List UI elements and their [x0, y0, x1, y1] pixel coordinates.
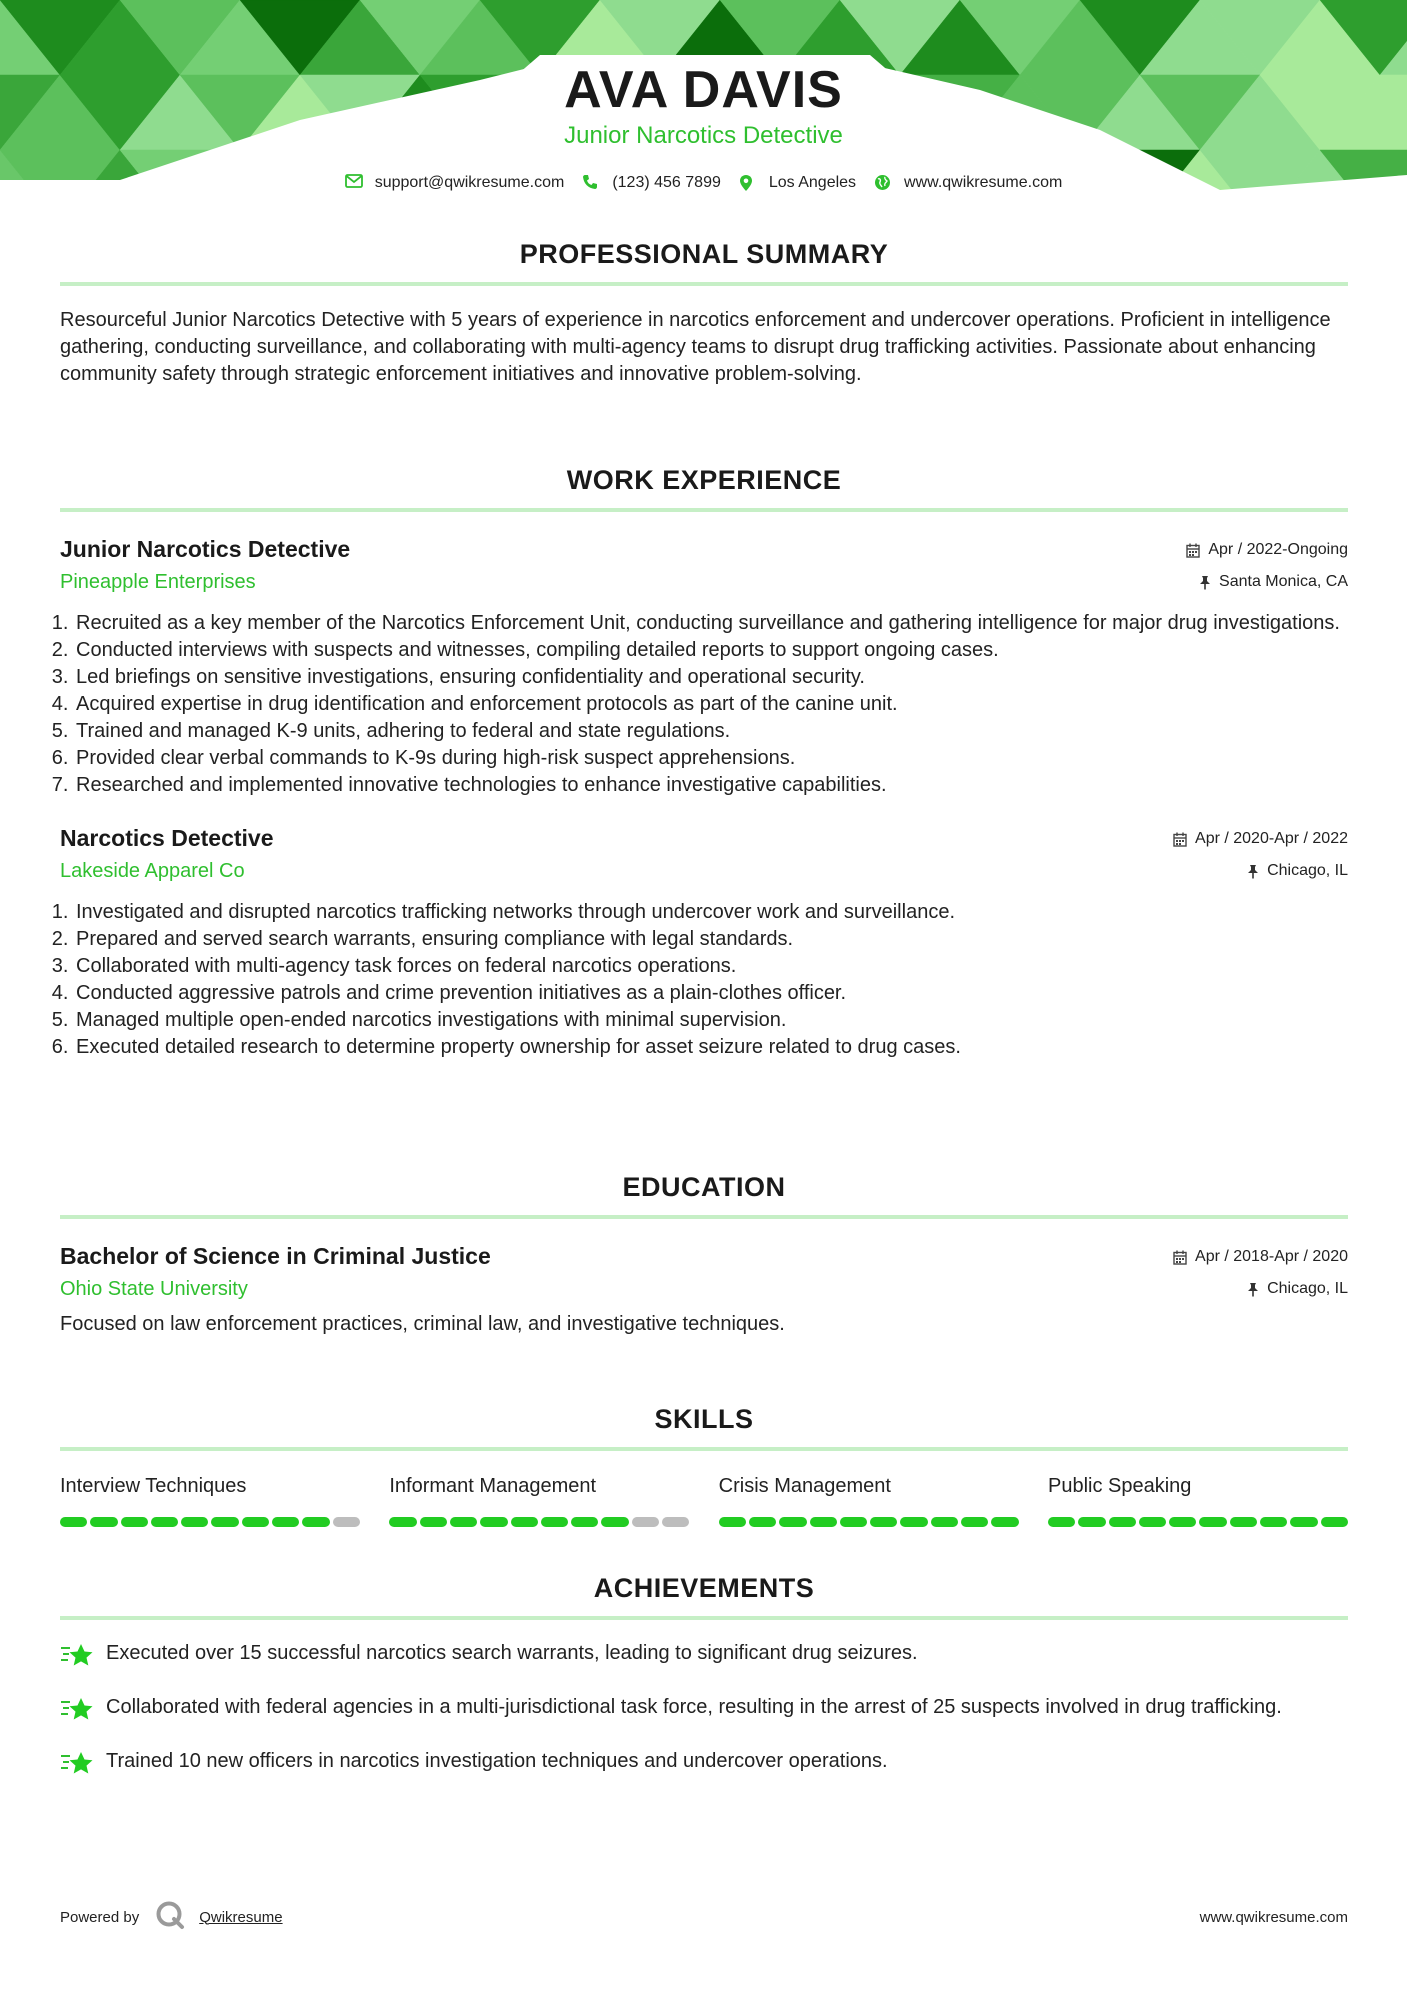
list-item: 5. Trained and managed K-9 units, adhering to federal and state regulations.: [74, 718, 1348, 745]
section-divider: [60, 282, 1348, 286]
skill-segment: [1048, 1517, 1075, 1527]
footer-website[interactable]: www.qwikresume.com: [1199, 1908, 1348, 1926]
qwikresume-logo-icon: [155, 1900, 185, 1934]
skill-segment: [1169, 1517, 1196, 1527]
skill-segment: [121, 1517, 148, 1527]
skill-segment: [272, 1517, 299, 1527]
education-entry: [60, 1241, 1348, 1338]
experience-heading: WORK EXPERIENCE: [566, 465, 842, 495]
education-dates: Apr / 2018-Apr / 2020: [1195, 1248, 1348, 1265]
skill-segment: [840, 1517, 867, 1527]
school-name: Ohio State University: [60, 1278, 248, 1300]
skills-list: [60, 1475, 1348, 1527]
phone-text: (123) 456 7899: [612, 174, 721, 191]
skill-segment: [662, 1517, 689, 1527]
calendar-icon: [1173, 832, 1187, 847]
skills-heading: SKILLS: [654, 1404, 754, 1434]
list-item: 6. Provided clear verbal commands to K-9s during high-risk suspect apprehensions.: [74, 745, 1348, 772]
star-achievement-icon: [60, 1696, 106, 1732]
skill-segment: [1078, 1517, 1105, 1527]
skill-segment: [571, 1517, 598, 1527]
job-bullets: [54, 899, 1348, 1061]
skill-segment: [211, 1517, 238, 1527]
education-heading: EDUCATION: [622, 1172, 786, 1202]
job-location: Chicago, IL: [1267, 862, 1348, 879]
skill-segment: [1199, 1517, 1226, 1527]
skills-section: [60, 1401, 1348, 1527]
website-text: www.qwikresume.com: [904, 174, 1063, 191]
list-item: [60, 1748, 1348, 1786]
skill-segment: [90, 1517, 117, 1527]
skill-segment: [541, 1517, 568, 1527]
skill-level-bar: [719, 1517, 1019, 1527]
skill-segment: [1260, 1517, 1287, 1527]
contact-website[interactable]: [874, 174, 1062, 192]
calendar-icon: [1186, 543, 1200, 558]
skill-segment: [302, 1517, 329, 1527]
skill-segment: [151, 1517, 178, 1527]
skill-segment: [601, 1517, 628, 1527]
list-item: 3. Collaborated with multi-agency task forces on federal narcotics operations.: [74, 953, 1348, 980]
skill-segment: [333, 1517, 360, 1527]
skill-segment: [1139, 1517, 1166, 1527]
skill-level-bar: [1048, 1517, 1348, 1527]
achievement-text: Trained 10 new officers in narcotics investigation techniques and undercover operations.: [106, 1750, 888, 1772]
skill-segment: [719, 1517, 746, 1527]
skill-segment: [779, 1517, 806, 1527]
skill-level-bar: [60, 1517, 360, 1527]
list-item: 5. Managed multiple open-ended narcotics investigations with minimal supervision.: [74, 1007, 1348, 1034]
skill-segment: [749, 1517, 776, 1527]
footer: [60, 1900, 1348, 1934]
skill-segment: [450, 1517, 477, 1527]
skill-item: [719, 1475, 1019, 1527]
skill-segment: [1230, 1517, 1257, 1527]
skill-item: [389, 1475, 689, 1527]
summary-text: Resourceful Junior Narcotics Detective with 5 years of experience in narcotics enforcement and undercover operations. Proficient in intelligence gathering, conducting surveillance, and collaborating with multi-agency teams to disrupt drug trafficking activities. Passionate about enhancing community safety through strategic enforcement initiatives and innovative problem-solving.: [60, 309, 1331, 385]
achievements-section: [60, 1570, 1348, 1786]
section-divider: [60, 508, 1348, 512]
job-role: Narcotics Detective: [60, 825, 274, 851]
skill-segment: [60, 1517, 87, 1527]
star-achievement-icon: [60, 1750, 106, 1786]
list-item: 1. Investigated and disrupted narcotics trafficking networks through undercover work and surveillance.: [74, 899, 1348, 926]
list-item: 7. Researched and implemented innovative technologies to enhance investigative capabilities.: [74, 772, 1348, 799]
skill-segment: [632, 1517, 659, 1527]
achievements-heading: ACHIEVEMENTS: [593, 1573, 815, 1603]
skill-segment: [480, 1517, 507, 1527]
skill-item: [1048, 1475, 1348, 1527]
job-entry: [60, 534, 1348, 799]
job-bullets: [54, 610, 1348, 799]
job-dates: Apr / 2022-Ongoing: [1208, 541, 1348, 558]
skill-segment: [389, 1517, 416, 1527]
job-company: Lakeside Apparel Co: [60, 860, 245, 882]
skill-segment: [961, 1517, 988, 1527]
section-divider: [60, 1616, 1348, 1620]
achievement-text: Collaborated with federal agencies in a multi-jurisdictional task force, resulting in the arrest of 25 suspects involved in drug trafficking.: [106, 1696, 1282, 1718]
contact-phone[interactable]: [582, 174, 721, 192]
education-description: Focused on law enforcement practices, criminal law, and investigative techniques.: [60, 1313, 785, 1335]
skill-name: Informant Management: [389, 1475, 597, 1497]
contact-email[interactable]: [345, 174, 565, 192]
envelope-icon: [345, 174, 365, 192]
education-section: [60, 1169, 1348, 1338]
skill-name: Crisis Management: [718, 1475, 891, 1497]
summary-heading: PROFESSIONAL SUMMARY: [519, 239, 889, 269]
degree-name: Bachelor of Science in Criminal Justice: [60, 1243, 491, 1269]
candidate-name: AVA DAVIS: [564, 61, 843, 119]
pushpin-icon: [1247, 1282, 1259, 1297]
skill-name: Public Speaking: [1047, 1475, 1192, 1497]
location-text: Los Angeles: [768, 174, 857, 191]
list-item: 2. Prepared and served search warrants, ensuring compliance with legal standards.: [74, 926, 1348, 953]
list-item: 3. Led briefings on sensitive investigations, ensuring confidentiality and operational security.: [74, 664, 1348, 691]
skill-segment: [181, 1517, 208, 1527]
skill-segment: [1109, 1517, 1136, 1527]
calendar-icon: [1173, 1250, 1187, 1265]
section-divider: [60, 1215, 1348, 1219]
list-item: 1. Recruited as a key member of the Narcotics Enforcement Unit, conducting surveillance and gathering intelligence for major drug investigations.: [74, 610, 1348, 637]
achievement-text: Executed over 15 successful narcotics search warrants, leading to significant drug seizures.: [106, 1642, 918, 1664]
phone-icon: [582, 174, 602, 192]
skill-segment: [900, 1517, 927, 1527]
list-item: [60, 1694, 1348, 1732]
experience-section: [60, 462, 1348, 1061]
list-item: 4. Conducted aggressive patrols and crime prevention initiatives as a plain-clothes officer.: [74, 980, 1348, 1007]
email-text: support@qwikresume.com: [374, 174, 565, 191]
skill-segment: [242, 1517, 269, 1527]
skill-segment: [991, 1517, 1018, 1527]
summary-section: [60, 236, 1348, 388]
list-item: 4. Acquired expertise in drug identification and enforcement protocols as part of the canine unit.: [74, 691, 1348, 718]
qwikresume-link[interactable]: Qwikresume: [199, 1908, 283, 1926]
skill-name: Interview Techniques: [60, 1475, 247, 1497]
section-divider: [60, 1447, 1348, 1451]
education-location: Chicago, IL: [1267, 1280, 1348, 1297]
pushpin-icon: [1247, 864, 1259, 879]
job-role: Junior Narcotics Detective: [60, 536, 351, 562]
achievements-list: [60, 1640, 1348, 1786]
candidate-title: Junior Narcotics Detective: [564, 122, 843, 149]
skill-item: [60, 1475, 360, 1527]
list-item: [60, 1640, 1348, 1678]
list-item: 2. Conducted interviews with suspects and witnesses, compiling detailed reports to support ongoing cases.: [74, 637, 1348, 664]
job-entry: [60, 823, 1348, 1061]
star-achievement-icon: [60, 1642, 106, 1678]
contact-location[interactable]: [739, 174, 856, 192]
skill-segment: [870, 1517, 897, 1527]
contact-bar: [0, 174, 1407, 192]
skill-segment: [931, 1517, 958, 1527]
powered-by: [60, 1900, 283, 1934]
job-dates: Apr / 2020-Apr / 2022: [1195, 830, 1348, 847]
skill-level-bar: [389, 1517, 689, 1527]
job-location: Santa Monica, CA: [1219, 573, 1348, 590]
skill-segment: [420, 1517, 447, 1527]
job-company: Pineapple Enterprises: [60, 571, 256, 593]
skill-segment: [1321, 1517, 1348, 1527]
globe-icon: [874, 174, 894, 192]
skill-segment: [1290, 1517, 1317, 1527]
powered-by-label: Powered by: [60, 1908, 140, 1926]
pushpin-icon: [1199, 575, 1211, 590]
skill-segment: [511, 1517, 538, 1527]
list-item: 6. Executed detailed research to determine property ownership for asset seizure related to drug cases.: [74, 1034, 1348, 1061]
skill-segment: [810, 1517, 837, 1527]
map-pin-icon: [739, 174, 759, 192]
